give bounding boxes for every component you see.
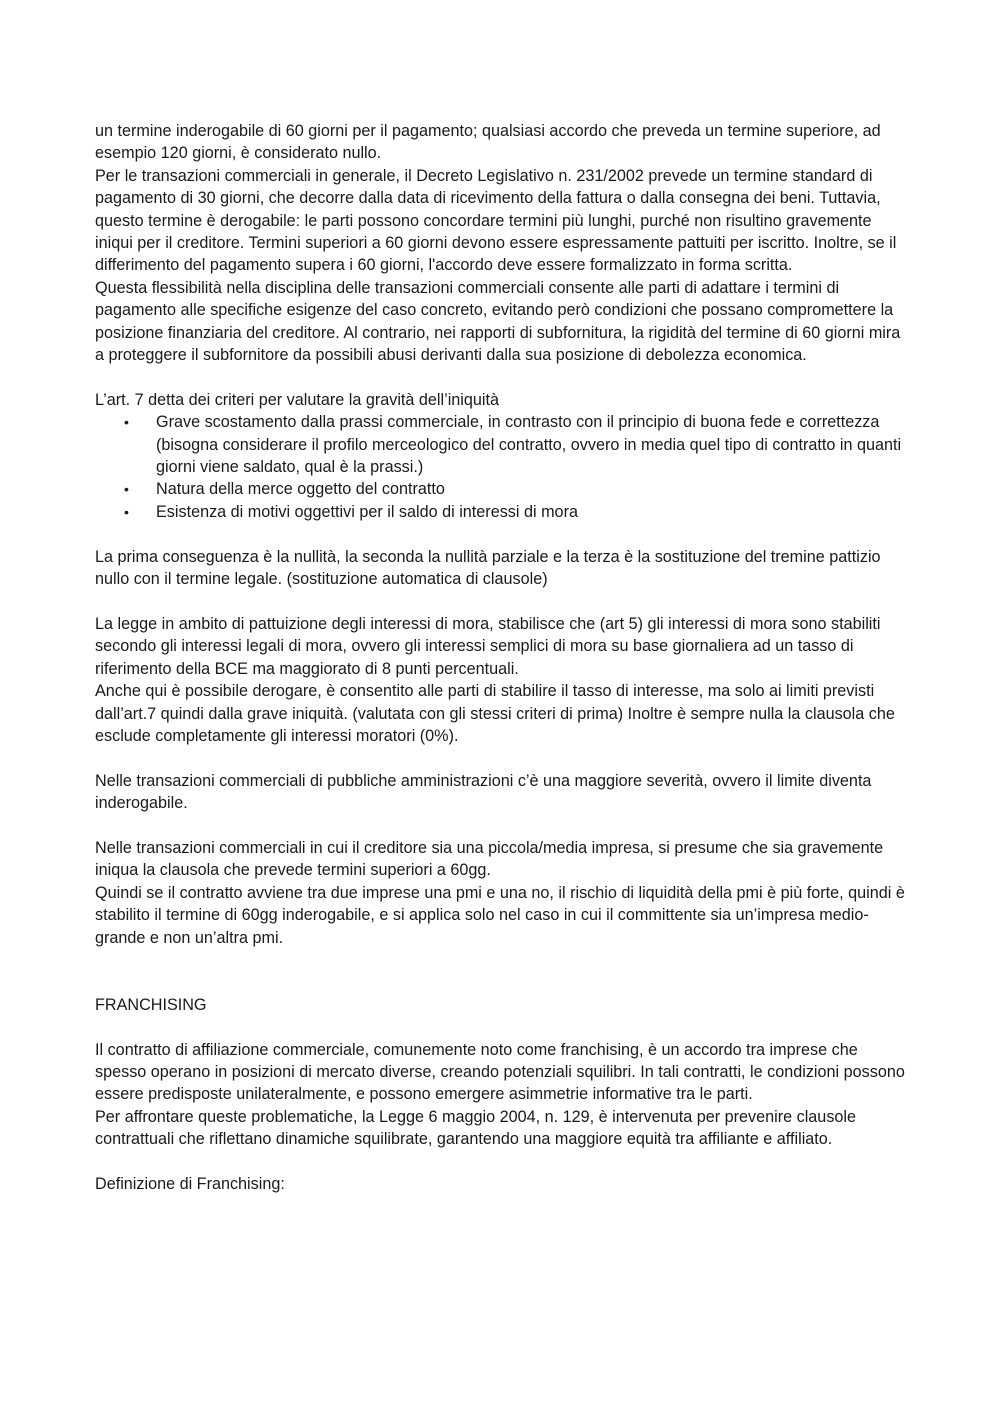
paragraph-pmi-liquidity: Quindi se il contratto avviene tra due imprese una pmi e una no, il rischio di liquidità della pmi è più forte, quindi è stabilito il termine di 60gg inderogabile, e si applica solo nel caso in cui il committente sia un’impresa medio-grande e non un’altra pmi. bbox=[95, 883, 905, 947]
paragraph-dlgs-231-2002: Per le transazioni commerciali in generale, il Decreto Legislativo n. 231/2002 prevede un termine standard di pagamento di 30 giorni, che decorre dalla data di ricevimento della fattura o dalla consegna dei beni. Tuttavia, questo termine è derogabile: le parti possono concordare termini più lunghi, purché non risultino gravemente iniqui per il creditore. Termini superiori a 60 giorni devono essere espressamente pattuiti per iscritto. Inoltre, se il differimento del pagamento supera i 60 giorni, l'accordo deve essere formalizzato in forma scritta. bbox=[95, 166, 897, 275]
paragraph-pmi-presumption: Nelle transazioni commerciali in cui il creditore sia una piccola/media impresa, si presume che sia gravemente iniqua la clausola che prevede termini superiori a 60gg. bbox=[95, 838, 884, 880]
bullet-icon: • bbox=[124, 481, 129, 498]
section-heading-franchising: FRANCHISING bbox=[95, 995, 207, 1014]
spacer bbox=[95, 1016, 907, 1038]
list-item bbox=[95, 478, 907, 500]
art7-criteria-list bbox=[95, 411, 907, 523]
spacer bbox=[95, 366, 907, 388]
list-item-text: Natura della merce oggetto del contratto bbox=[156, 480, 445, 499]
list-item bbox=[95, 411, 907, 478]
paragraph-public-admin: Nelle transazioni commerciali di pubbliche amministrazioni c’è una maggiore severità, ovvero il limite diventa inderogabile. bbox=[95, 771, 872, 813]
spacer bbox=[95, 747, 907, 769]
document-page bbox=[95, 120, 907, 1195]
paragraph-art7-intro: L’art. 7 detta dei criteri per valutare la gravità dell’iniquità bbox=[95, 390, 500, 409]
paragraph-definition-label: Definizione di Franchising: bbox=[95, 1174, 285, 1193]
list-item-text: Grave scostamento dalla prassi commerciale, in contrasto con il principio di buona fede e correttezza (bisogna considerare il profilo merceologico del contratto, ovvero in media quel tipo di contratto in quanti giorni viene saldato, qual è la prassi.) bbox=[156, 413, 902, 477]
bullet-icon: • bbox=[124, 414, 129, 431]
paragraph-interest-rate: La legge in ambito di pattuizione degli interessi di mora, stabilisce che (art 5) gli interessi di mora sono stabiliti secondo gli interessi legali di mora, ovvero gli interessi semplici di mora su base giornaliera ad un tasso di riferimento della BCE ma maggiorato di 8 punti percentuali. bbox=[95, 614, 881, 678]
spacer bbox=[95, 523, 907, 545]
list-item bbox=[95, 501, 907, 523]
paragraph-subfornitura-term: un termine inderogabile di 60 giorni per il pagamento; qualsiasi accordo che preveda un termine superiore, ad esempio 120 giorni, è considerato nullo. bbox=[95, 122, 881, 163]
paragraph-interest-derogation: Anche qui è possibile derogare, è consentito alle parti di stabilire il tasso di interesse, ma solo ai limiti previsti dall’art.7 quindi dalla grave iniquità. (valutata con gli stessi criteri di prima) Inoltre è sempre nulla la clausola che esclude completamente gli interessi moratori (0%). bbox=[95, 682, 895, 745]
spacer bbox=[95, 1151, 907, 1173]
list-item-text: Esistenza di motivi oggettivi per il saldo di interessi di mora bbox=[156, 502, 578, 521]
paragraph-franchising-contract: Il contratto di affiliazione commerciale, comunemente noto come franchising, è un accordo tra imprese che spesso operano in posizioni di mercato diverse, creando potenziali squilibri. In tali contratti, le condizioni possono essere predisposte unilateralmente, e possono emergere asimmetrie informative tra le parti. bbox=[95, 1040, 905, 1104]
paragraph-flexibility: Questa flessibilità nella disciplina delle transazioni commerciali consente alle parti di adattare i termini di pagamento alle specifiche esigenze del caso concreto, evitando però condizioni che possano compromettere la posizione finanziaria del creditore. Al contrario, nei rapporti di subfornitura, la rigidità del termine di 60 giorni mira a proteggere il subfornitore da possibili abusi derivanti dalla sua posizione di debolezza economica. bbox=[95, 278, 901, 365]
bullet-icon: • bbox=[124, 503, 129, 520]
paragraph-consequences: La prima conseguenza è la nullità, la seconda la nullità parziale e la terza è la sostituzione del tremine pattizio nullo con il termine legale. (sostituzione automatica di clausole) bbox=[95, 547, 881, 589]
spacer bbox=[95, 591, 907, 613]
spacer bbox=[95, 949, 907, 994]
spacer bbox=[95, 815, 907, 837]
paragraph-legge-129-2004: Per affrontare queste problematiche, la Legge 6 maggio 2004, n. 129, è intervenuta per prevenire clausole contrattuali che riflettano dinamiche squilibrate, garantendo una maggiore equità tra affiliante e affiliato. bbox=[95, 1107, 857, 1149]
